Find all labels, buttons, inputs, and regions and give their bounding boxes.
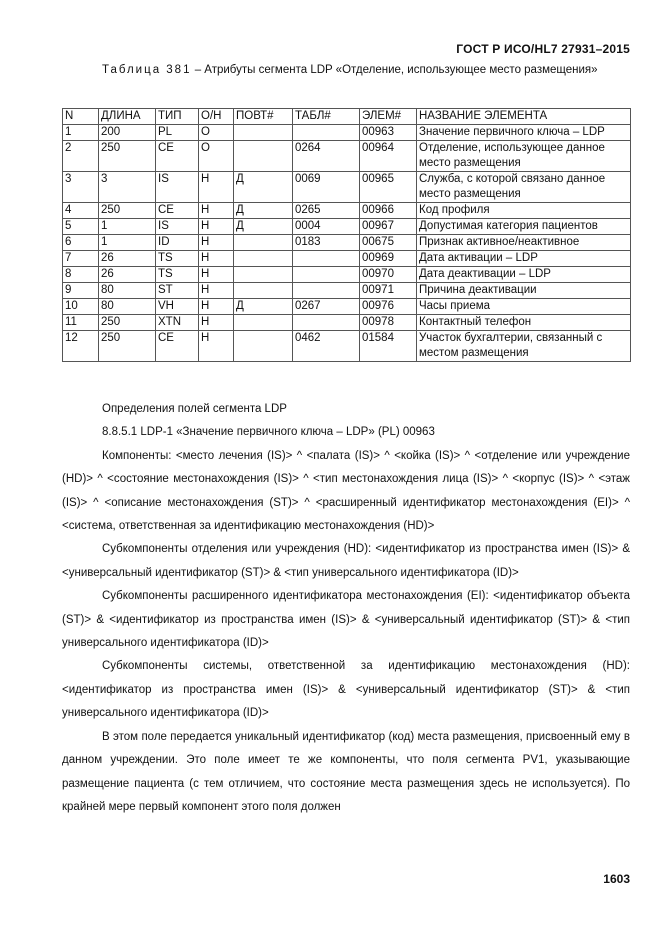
attributes-table [62,108,631,362]
table-header-row [63,109,631,125]
table-row [63,267,631,283]
cell-n: 8 [63,267,99,283]
cell-n: 11 [63,315,99,331]
cell-n: 7 [63,251,99,267]
col-header-table: ТАБЛ# [293,109,360,125]
cell-table: 0183 [293,235,360,251]
cell-item: 00970 [360,267,417,283]
cell-element-name: Допустимая категория пациентов [417,219,631,235]
table-row [63,251,631,267]
cell-element-name: Код профиля [417,203,631,219]
cell-rep [234,235,293,251]
table-row [63,331,631,362]
cell-table [293,283,360,299]
cell-length: 250 [99,315,156,331]
cell-element-name: Служба, с которой связано данное место размещения [417,172,631,203]
cell-rep [234,283,293,299]
cell-element-name: Контактный телефон [417,315,631,331]
cell-type: ST [156,283,199,299]
table-caption-text: – Атрибуты сегмента LDP «Отделение, использующее место размещения» [194,64,598,76]
cell-length: 26 [99,251,156,267]
cell-element-name: Отделение, использующее данное место размещения [417,141,631,172]
table-row [63,141,631,172]
cell-table: 0267 [293,299,360,315]
cell-type: VH [156,299,199,315]
section-heading: Определения полей сегмента LDP [102,403,287,415]
cell-n: 2 [63,141,99,172]
cell-opt: Н [199,283,234,299]
cell-opt: Н [199,172,234,203]
paragraph: Субкомпоненты отделения или учреждения (HD): <идентификатор из пространства имен (IS)> & <универсальный идентификатор (ST)> & <тип универсального идентификатора (ID)> [62,543,630,579]
cell-length: 250 [99,203,156,219]
table-row [63,283,631,299]
cell-type: CE [156,331,199,362]
cell-item: 00963 [360,125,417,141]
table-caption-label: Таблица 381 [102,64,192,76]
cell-table: 0004 [293,219,360,235]
cell-element-name: Признак активное/неактивное [417,235,631,251]
col-header-item: ЭЛЕМ# [360,109,417,125]
cell-length: 80 [99,283,156,299]
cell-opt: Н [199,251,234,267]
paragraph: В этом поле передается уникальный идентификатор (код) места размещения, присвоенный ему в данном учреждении. Это поле имеет те же компоненты, что поля сегмента PV1, указывающие размещение пациента (с тем отличием, что состояние места размещения здесь не используется). По крайней мере первый компонент этого поля должен [62,730,630,813]
cell-rep [234,315,293,331]
col-header-length: ДЛИНА [99,109,156,125]
cell-length: 200 [99,125,156,141]
cell-n: 3 [63,172,99,203]
cell-table: 0265 [293,203,360,219]
cell-item: 00967 [360,219,417,235]
cell-table [293,125,360,141]
cell-item: 00978 [360,315,417,331]
table-row [63,203,631,219]
table-row [63,219,631,235]
table-row [63,299,631,315]
cell-table: 0264 [293,141,360,172]
table-caption [62,60,630,81]
cell-element-name: Участок бухгалтерии, связанный с местом размещения [417,331,631,362]
cell-opt: Н [199,331,234,362]
cell-type: TS [156,267,199,283]
field-heading: 8.8.5.1 LDP-1 «Значение первичного ключа – LDP» (PL) 00963 [102,426,435,439]
cell-item: 00969 [360,251,417,267]
cell-element-name: Дата деактивации – LDP [417,267,631,283]
cell-item: 00965 [360,172,417,203]
table-row [63,172,631,203]
cell-item: 00964 [360,141,417,172]
cell-n: 4 [63,203,99,219]
cell-rep: Д [234,203,293,219]
cell-n: 10 [63,299,99,315]
col-header-rep: ПОВТ# [234,109,293,125]
col-header-type: ТИП [156,109,199,125]
cell-opt: Н [199,219,234,235]
cell-table [293,267,360,283]
table-row [63,125,631,141]
col-header-element-name: НАЗВАНИЕ ЭЛЕМЕНТА [417,109,631,125]
cell-n: 9 [63,283,99,299]
cell-table [293,315,360,331]
cell-n: 6 [63,235,99,251]
cell-rep [234,125,293,141]
paragraph: Субкомпоненты системы, ответственной за идентификацию местонахождения (HD): <идентификатор из пространства имен (IS)> & <универсальный идентификатор (ST)> & <тип универсального идентификатора (ID)> [62,660,630,720]
cell-opt: О [199,141,234,172]
cell-type: CE [156,203,199,219]
cell-length: 250 [99,141,156,172]
cell-type: IS [156,219,199,235]
cell-opt: О [199,125,234,141]
cell-table [293,251,360,267]
cell-rep [234,251,293,267]
cell-opt: Н [199,203,234,219]
page-number: 1603 [603,872,630,886]
cell-item: 00966 [360,203,417,219]
document-header: ГОСТ Р ИСО/HL7 27931–2015 [456,42,630,56]
cell-element-name: Значение первичного ключа – LDP [417,125,631,141]
cell-item: 00675 [360,235,417,251]
cell-length: 1 [99,235,156,251]
cell-type: IS [156,172,199,203]
cell-element-name: Причина деактивации [417,283,631,299]
cell-opt: Н [199,299,234,315]
cell-type: TS [156,251,199,267]
table-row [63,235,631,251]
cell-item: 01584 [360,331,417,362]
col-header-opt: О/Н [199,109,234,125]
cell-item: 00976 [360,299,417,315]
body-text [62,398,630,819]
cell-element-name: Дата активации – LDP [417,251,631,267]
col-header-n: N [63,109,99,125]
cell-length: 26 [99,267,156,283]
cell-item: 00971 [360,283,417,299]
paragraph: Субкомпоненты расширенного идентификатора местонахождения (EI): <идентификатор объекта (ST)> & <идентификатор из пространства имен (IS)> & <универсальный идентификатор (ST)> & <тип универсального идентификатора (ID)> [62,590,630,650]
cell-rep [234,141,293,172]
cell-n: 12 [63,331,99,362]
cell-length: 80 [99,299,156,315]
cell-length: 3 [99,172,156,203]
cell-length: 1 [99,219,156,235]
cell-type: ID [156,235,199,251]
table-row [63,315,631,331]
cell-type: PL [156,125,199,141]
cell-element-name: Часы приема [417,299,631,315]
cell-opt: Н [199,267,234,283]
cell-opt: Н [199,235,234,251]
cell-length: 250 [99,331,156,362]
cell-type: XTN [156,315,199,331]
cell-rep: Д [234,172,293,203]
cell-n: 1 [63,125,99,141]
cell-type: CE [156,141,199,172]
cell-table: 0069 [293,172,360,203]
cell-rep: Д [234,299,293,315]
paragraph: Компоненты: <место лечения (IS)> ^ <палата (IS)> ^ <койка (IS)> ^ <отделение или учреждение (HD)> ^ <состояние местонахождения (IS)> ^ <тип местонахождения лица (IS)> ^ <корпус (IS)> ^ <этаж (IS)> ^ <описание местонахождения (ST)> ^ <расширенный идентификатор местонахождения (EI)> ^ <система, ответственная за идентификацию местонахождения (HD)> [62,449,630,533]
cell-n: 5 [63,219,99,235]
cell-rep [234,331,293,362]
cell-rep [234,267,293,283]
cell-opt: Н [199,315,234,331]
cell-rep: Д [234,219,293,235]
cell-table: 0462 [293,331,360,362]
